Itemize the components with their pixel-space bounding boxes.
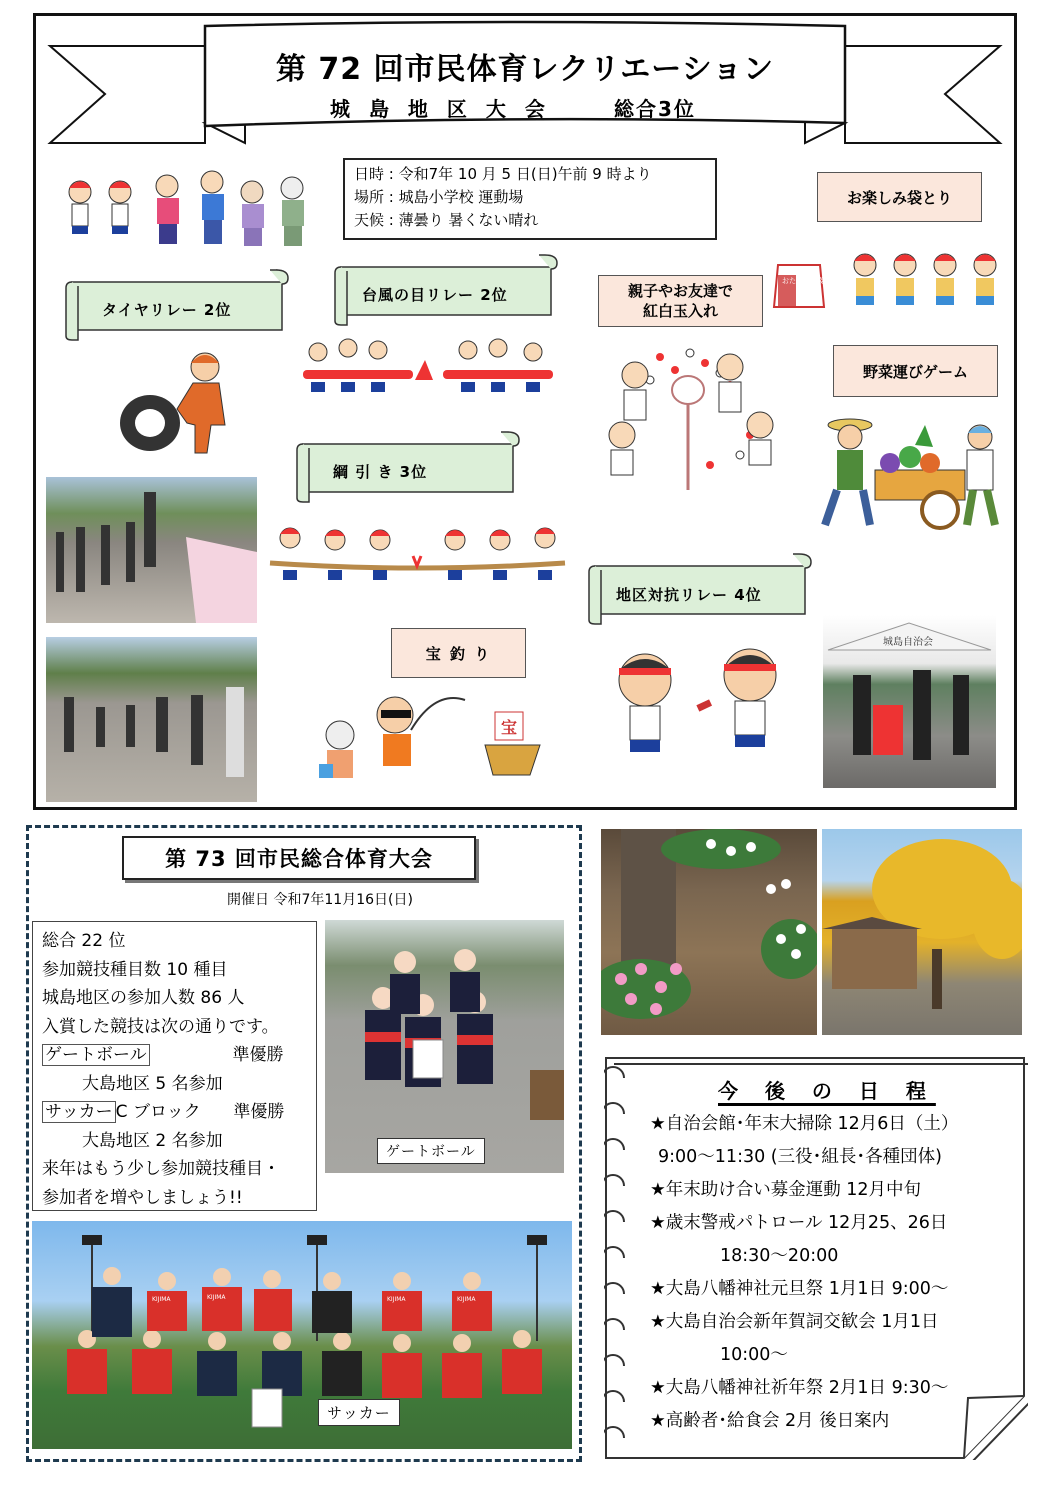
result-intro: 入賞した競技は次の通りです。 <box>42 1016 279 1037</box>
event72-subtitle-district: 城 島 地 区 大 会 <box>330 97 551 121</box>
treasure-fishing-illustration <box>315 690 545 790</box>
gateball-result: 準優勝 <box>232 1045 284 1065</box>
event73-title: 第 73 回市民総合体育大会 <box>122 836 476 880</box>
soccer-result: 準優勝 <box>233 1102 285 1122</box>
shrine-ginkgo-photo <box>822 829 1022 1035</box>
closing-line-2: 参加者を増やしましょう!! <box>42 1187 243 1208</box>
soccer-caption: サッカー <box>318 1399 400 1426</box>
flower-bed-photo <box>601 829 817 1035</box>
schedule-item: ★大島八幡神社祈年祭 2月1日 9:30～ <box>650 1378 949 1398</box>
gateball-caption: ゲートボール <box>377 1138 485 1164</box>
gateball-team-photo <box>325 920 564 1173</box>
jersey-text: KIJIMA <box>207 1294 226 1301</box>
schedule-item: ★大島自治会新年賀詞交歓会 1月1日 <box>650 1312 939 1332</box>
treasure-fishing-label: 宝 釣 り <box>391 628 526 678</box>
tire-push-illustration <box>115 345 240 455</box>
closing-line-1: 来年はもう少し参加競技種目・ <box>42 1159 280 1179</box>
schedule-item: ★大島八幡神社元旦祭 1月1日 9:00～ <box>650 1279 949 1299</box>
schedule-item: ★自治会館･年末大掃除 12月6日（土） <box>650 1114 959 1134</box>
ball-toss-illustration <box>600 345 790 495</box>
event72-info-box <box>343 158 717 240</box>
schedule-item: ★高齢者･給食会 2月 後日案内 <box>650 1411 890 1431</box>
result-soccer-row <box>42 1098 307 1127</box>
exercise-people-illustration <box>62 170 312 250</box>
event72-datetime: 日時 : 令和7年 10 月 5 日(日)午前 9 時より <box>354 165 652 183</box>
typhoon-relay-illustration <box>293 330 563 420</box>
ball-toss-label <box>598 275 763 327</box>
tent-text: 城島自治会 <box>883 637 933 648</box>
schedule-list <box>650 1108 958 1438</box>
ball-toss-label-line2: 紅白玉入れ <box>642 302 718 320</box>
jersey-text: KIJIMA <box>387 1296 406 1303</box>
result-participant-count: 城島地区の参加人数 86 人 <box>42 988 245 1008</box>
gateball-participants: 大島地区 5 名参加 <box>82 1073 223 1094</box>
result-gateball-row <box>42 1041 307 1070</box>
gateball-label: ゲートボール <box>42 1044 150 1066</box>
vegetable-cart-illustration <box>815 415 1005 535</box>
schedule-item: 9:00～11:30 (三役･組長･各種団体) <box>658 1147 942 1167</box>
event73-date: 開催日 令和7年11月16日(日) <box>227 892 413 908</box>
event73-results-box <box>32 921 317 1211</box>
event72-overall-rank: 総合3位 <box>614 97 696 121</box>
soccer-label: サッカー <box>42 1101 116 1123</box>
goodie-bag-illustration <box>770 245 1010 315</box>
jersey-text: KIJIMA <box>152 1296 171 1303</box>
result-event-count: 参加競技種目数 10 種目 <box>42 959 228 980</box>
soccer-participants: 大島地区 2 名参加 <box>82 1130 223 1151</box>
schedule-title: 今 後 の 日 程 <box>718 1079 936 1103</box>
district-relay-label: 地区対抗リレー 4位 <box>616 586 762 604</box>
event72-weather: 天候 : 薄曇り 暑くない晴れ <box>354 211 539 229</box>
soccer-block: C ブロック <box>115 1102 201 1122</box>
relay-runners-illustration <box>605 640 800 770</box>
schedule-item: 18:30～20:00 <box>720 1246 839 1266</box>
jersey-text: KIJIMA <box>457 1296 476 1303</box>
event72-title: 第 72 回市民体育レクリエーション <box>275 52 775 87</box>
goodie-bag-text: おたのしみ袋 <box>782 277 824 285</box>
schedule-item: ★歳末警戒パトロール 12月25、26日 <box>650 1213 948 1233</box>
goodie-bag-label: お楽しみ袋とり <box>817 172 982 222</box>
tire-relay-label: タイヤリレー 2位 <box>102 301 232 319</box>
tug-of-war-label: 綱 引 き 3位 <box>333 463 428 481</box>
tug-of-war-photo-1 <box>46 477 257 623</box>
event72-place: 場所 : 城島小学校 運動場 <box>354 188 524 206</box>
relay-team-photo <box>823 615 996 788</box>
ball-toss-label-line1: 親子やお友達で <box>627 282 733 300</box>
vegetable-game-label: 野菜運びゲーム <box>833 345 998 397</box>
schedule-item: ★年末助け合い募金運動 12月中旬 <box>650 1180 922 1200</box>
typhoon-relay-label: 台風の目リレー 2位 <box>362 286 508 304</box>
result-overall: 総合 22 位 <box>42 931 126 951</box>
tug-of-war-illustration <box>265 518 570 598</box>
treasure-text: 宝 <box>501 718 518 737</box>
tug-of-war-photo-2 <box>46 637 257 802</box>
schedule-item: 10:00～ <box>720 1345 788 1365</box>
soccer-team-photo <box>32 1221 572 1449</box>
